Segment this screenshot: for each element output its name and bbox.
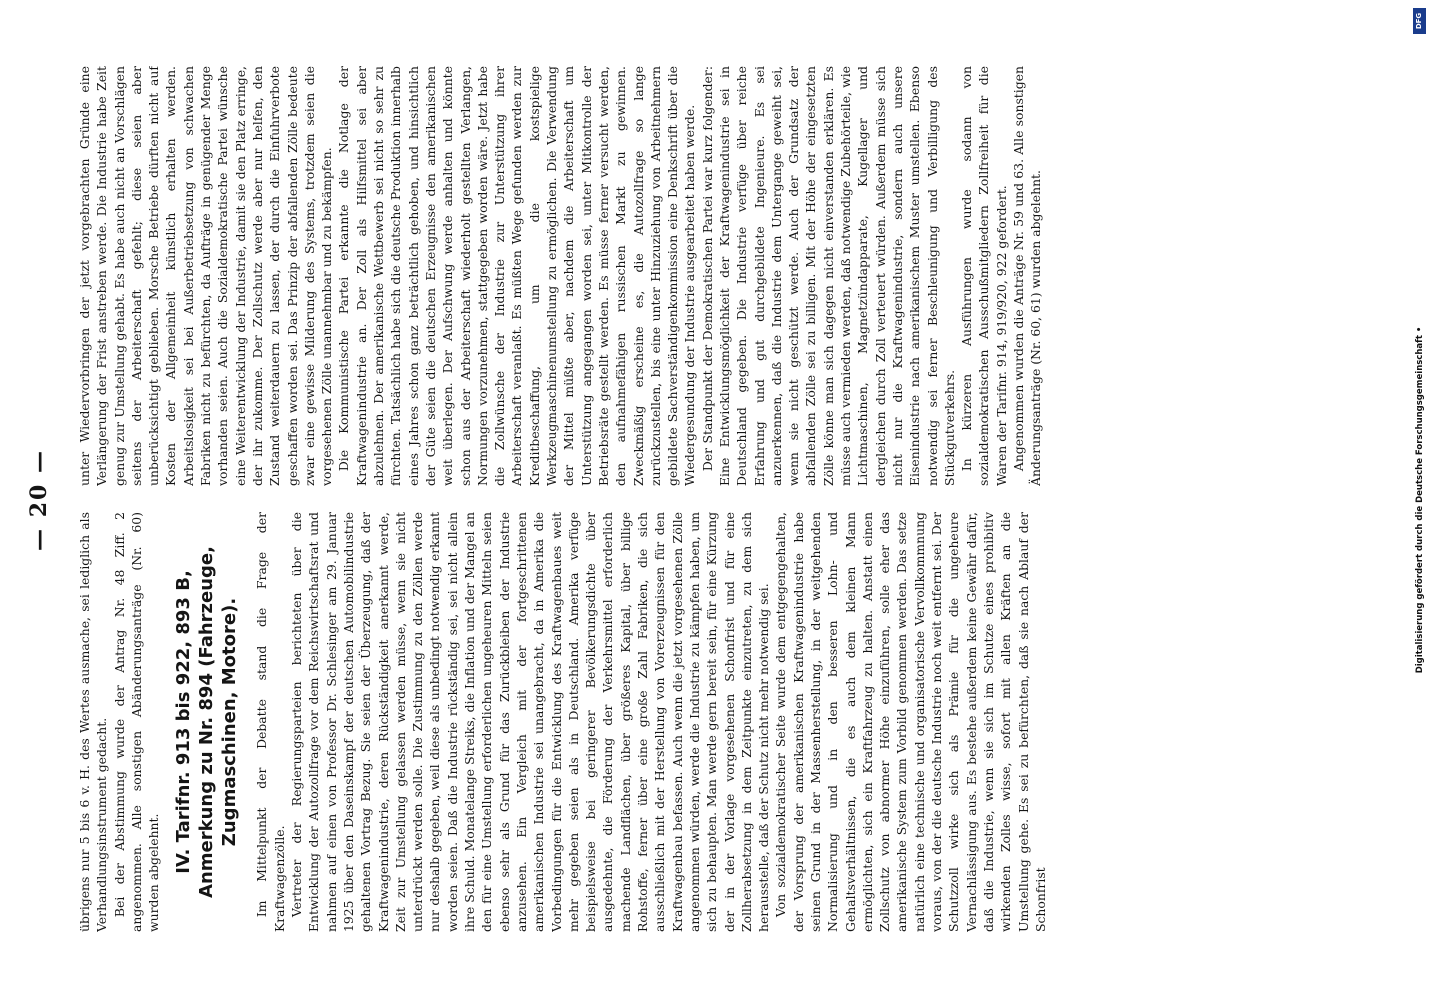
dfg-logo: DFG <box>1413 8 1426 34</box>
paragraph: Die Kommunistische Partei erkannte die Notlage der Kraftwagenindustrie an. Der Zoll als Hilfsmittel sei aber abzulehnen. Der amerikanische Wettbewerb sei nicht so sehr zu fürchten. Tatsächlich habe sich die deutsche Produktion innerhalb eines Jahres schon ganz beträchtlich gehoben, und hinsichtlich der Güte seien die deutschen Erzeugnisse den amerikanischen weit überlegen. Der Aufschwung werde anhalten und könnte schon aus der Arbeiterschaft wiederholt gestellten Verlangen, Normungen vorzunehmen, stattgegeben worden wäre. Jetzt habe die Zollwünsche der Industrie zur Unterstützung ihrer Arbeiterschaft veranlaßt. Es müßten Wege gefunden werden zur Kreditbeschaffung, um die kostspielige Werkzeugmaschinenumstellung zu ermöglichen. Die Verwendung der Mittel müßte aber, nachdem die Arbeiterschaft um Unterstützung angegangen worden sei, unter Mitkontrolle der Betriebsräte gestellt werden. Es müsse ferner versucht werden, den aufnahmefähigen russischen Markt zu gewinnen. Zweckmäßig erscheine es, die Autozollfrage so lange zurückzustellen, bis eine unter Hinzuziehung von Arbeitnehmern gebildete Sachverständigenkommission eine Denkschrift über die Wiedergesundung der Industrie ausgearbeitet haben werde. <box>336 66 698 486</box>
paragraph: Der Standpunkt der Demokratischen Partei war kurz folgender: Eine Entwicklungsmöglichkeit der Kraftwagenindustrie sei in Deutschland gegeben. Die Industrie verfüge über reiche Erfahrung und gut durchgebildete Ingenieure. Es sei anzuerkennen, daß die Industrie dem Untergange geweiht sei, wenn sie nicht geschützt werde. Auch der Grundsatz der abfallenden Zölle sei zu billigen. Mit der Höhe der eingesetzten Zölle könne man sich dagegen nicht einverstanden erklären. Es müsse auch vermieden werden, daß notwendige Zubehörteile, wie Lichtmaschinen, Magnetzündapparate, Kugellager und dergleichen durch Zoll verteuert würden. Außerdem müsse sich nicht nur die Kraftwagenindustrie, sondern auch unsere Eisenindustrie nach amerikanischem Muster umstellen. Ebenso notwendig sei ferner Beschleunigung und Verbilligung des Stückgutverkehrs. <box>699 66 957 486</box>
section-heading: IV. Tarifnr. 913 bis 922, 893 B, Anmerkung zu Nr. 894 (Fahrzeuge, Zugmaschinen, Motore). <box>173 546 241 898</box>
left-column <box>76 512 1316 932</box>
paragraph: Bei der Abstimmung wurde der Antrag Nr. 48 Ziff. 2 angenommen. Alle sonstigen Abänderungsanträge (Nr. 60) wurden abgelehnt. <box>111 512 162 932</box>
paragraph: übrigens nur 5 bis 6 v. H. des Wertes ausmache, sei lediglich als Verhandlungsinstrument gedacht. <box>77 512 110 932</box>
rotated-page-content <box>20 40 1340 960</box>
scanned-page <box>10 30 1350 970</box>
paragraph: Im Mittelpunkt der Debatte stand die Frage der Kraftwagenzölle. <box>254 512 287 932</box>
paragraph: unter Wiedervorbringen der jetzt vorgebrachten Gründe eine Verlängerung der Frist anstreben werde. Die Industrie habe Zeit genug zur Umstellung gehabt. Es habe auch nicht an Vorschlägen seitens der Arbeiterschaft gefehlt; diese seien aber unberücksichtigt geblieben. Morsche Betriebe dürften nicht auf Kosten der Allgemeinheit künstlich erhalten werden. Arbeitslosigkeit sei bei Außerbetriebsetzung von schwachen Fabriken nicht zu befürchten, da Aufträge in genügender Menge vorhanden seien. Auch die Sozialdemokratische Partei wünsche eine Weiterentwicklung der Industrie, damit sie den Platz erringe, der ihr zukomme. Der Zollschutz werde aber nur helfen, den Zustand weiterdauern zu lassen, der durch die Einfuhrverbote geschaffen worden sei. Das Prinzip der abfallenden Zölle bedeute zwar eine gewisse Milderung des Systems, trotzdem seien die vorgesehenen Zölle unannehmbar und zu bekämpfen. <box>77 66 335 486</box>
paragraph: In kürzeren Ausführungen wurde sodann von sozialdemokratischen Ausschußmitgliedern Zollfreiheit für die Waren der Tarifnr. 914, 919/920, 922 gefordert. <box>959 66 1009 486</box>
paragraph: Von sozialdemokratischer Seite wurde dem entgegengehalten, der Vorsprung der amerikanischen Kraftwagenindustrie habe seinen Grund in der Massenherstellung, in der weitgehenden Normalisierung und in den besseren Lohn- und Gehaltsverhältnissen, die es auch dem kleinen Mann ermöglichten, sich ein Kraftfahrzeug zu halten. Anstatt einen Zollschutz von abnormer Höhe einzuführen, solle eher das amerikanische System zum Vorbild genommen werden. Das setze natürlich eine technische und organisatorische Vervollkommnung voraus, von der die deutsche Industrie noch weit entfernt sei. Der Schutzzoll wirke sich als Prämie für die ungeheure Vernachlässigung aus. Es bestehe außerdem keine Gewähr dafür, daß die Industrie, wenn sie sich im Schutze eines prohibitiv wirkenden Zolles wisse, sofort mit allen Kräften an die Umstellung gehe. Es sei zu befürchten, daß sie nach Ablauf der Schonfrist <box>773 512 1048 932</box>
page-number: — 20 — <box>26 449 52 551</box>
paragraph: Vertreter der Regierungsparteien berichteten über die Entwicklung der Autozollfrage vor dem Reichswirtschaftsrat und nahmen auf einen von Professor Dr. Schlesinger am 29. Januar 1925 über den Daseinskampf der deutschen Automobilindustrie gehaltenen Vortrag Bezug. Sie seien der Überzeugung, daß der Kraftwagenindustrie, deren Rückständigkeit anerkannt werde, Zeit zur Umstellung gelassen werden müsse, wenn sie nicht unterdrückt werden solle. Die Zustimmung zu den Zöllen werde nur deshalb gegeben, weil diese als unbedingt notwendig erkannt worden seien. Daß die Industrie rückständig sei, sei nicht allein ihre Schuld. Monatelange Streiks, die Inflation und der Mangel an den für eine Umstellung erforderlichen ungeheuren Mitteln seien ebenso sehr als Grund für das Zurückbleiben der Industrie anzusehen. Ein Vergleich mit der fortgeschrittenen amerikanischen Industrie sei unangebracht, da in Amerika die Vorbedingungen für die Entwicklung des Kraftwagenbaues weit mehr gegeben seien als in Deutschland. Amerika verfüge beispielsweise bei geringerer Bevölkerungsdichte über ausgedehnte, die Förderung der Verkehrsmittel erforderlich machende Landflächen, über größeres Kapital, über billige Rohstoffe, ferner über eine große Zahl Fabriken, die sich ausschließlich mit der Herstellung von Vorerzeugnissen für den Kraftwagenbau befassen. Auch wenn die jetzt vorgesehenen Zölle angenommen würden, werde die Industrie zu kämpfen haben, um sich zu behaupten. Man werde gern bereit sein, für eine Kürzung der in der Vorlage vorgesehenen Schonfrist und für eine Zollherabsetzung in dem Zeitpunkte einzutreten, zu dem sich herausstelle, daß der Schutz nicht mehr notwendig sei. <box>289 512 772 932</box>
paragraph: Angenommen wurden die Anträge Nr. 59 und 63. Alle sonstigen Änderungsanträge (Nr. 60, 61) wurden abgelehnt. <box>1011 66 1044 486</box>
digitization-credit-strip <box>1410 8 1430 992</box>
right-column <box>76 66 1316 486</box>
digitization-credit: Digitalisierung gefördert durch die Deutsche Forschungsgemeinschaft • <box>1415 326 1425 674</box>
